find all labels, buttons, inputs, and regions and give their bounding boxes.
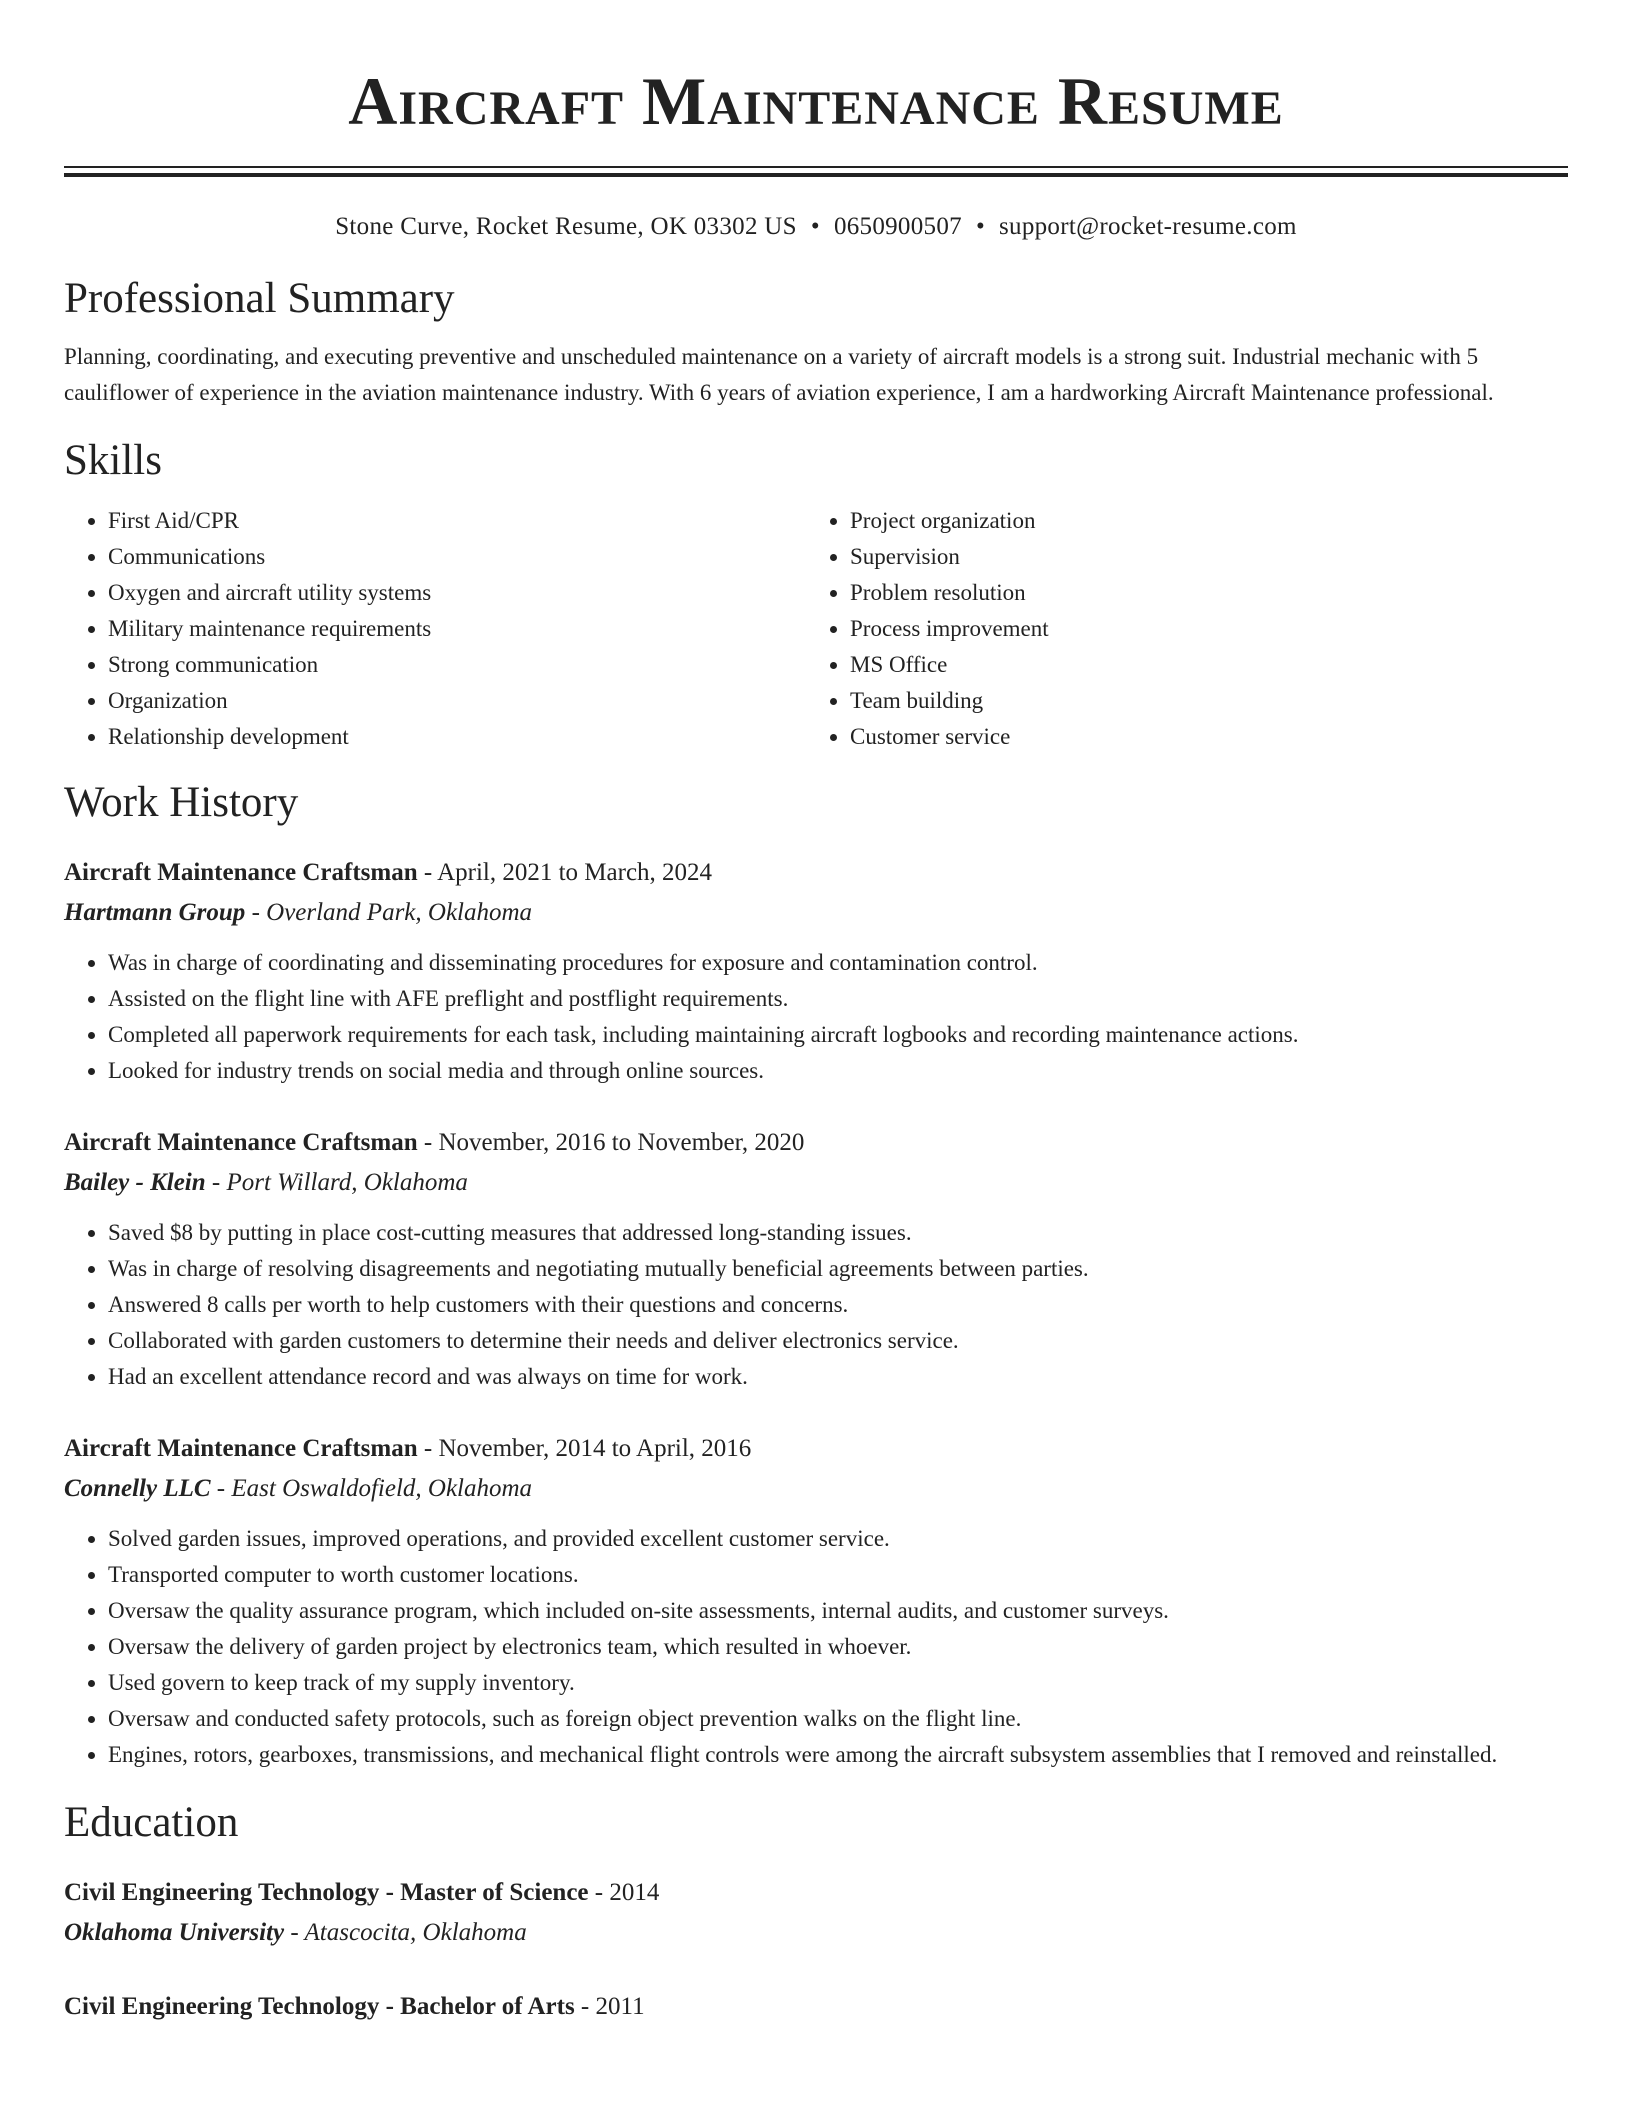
job-title: Aircraft Maintenance Craftsman [64,859,418,886]
job-bullet: • Looked for industry trends on social media and through online sources. [108,1053,1568,1089]
education-entry [64,1873,1568,1953]
contact-email: support@rocket-resume.com [999,213,1297,240]
job-bullet: • Was in charge of coordinating and disseminating procedures for exposure and contamination control. [108,945,1568,981]
job-bullet: • Assisted on the flight line with AFE preflight and postflight requirements. [108,981,1568,1017]
job-company-line [64,1469,1568,1509]
summary-heading: Professional Summary [64,275,455,322]
summary-text: Planning, coordinating, and executing preventive and unscheduled maintenance on a variety of aircraft models is a strong suit. Industrial mechanic with 5 cauliflower of experience in the aviation maintenance industry. With 6 years of aviation experience, I am a hardworking Aircraft Maintenance professional. [64,344,1494,405]
job-bullet: • Answered 8 calls per worth to help customers with their questions and concerns. [108,1287,1568,1323]
skill-item: • Oxygen and aircraft utility systems [108,575,806,611]
job-company: Bailey - Klein [64,1169,206,1196]
job-bullet: • Saved $8 by putting in place cost-cutting measures that addressed long-standing issues. [108,1215,1568,1251]
education-degree: Civil Engineering Technology - Bachelor of Arts [64,1993,575,2020]
skill-item: • Team building [850,683,1548,719]
skills-columns [64,503,1568,755]
education-degree-line [64,1873,1568,1913]
skill-item: • Customer service [850,719,1548,755]
job-bullets [64,1521,1568,1773]
title-divider [64,166,1568,177]
job-bullet: • Completed all paperwork requirements for each task, including maintaining aircraft logbooks and recording maintenance actions. [108,1017,1568,1053]
job-bullet: • Used govern to keep track of my supply inventory. [108,1665,1568,1701]
education-heading: Education [64,1799,239,1846]
skill-item: • Organization [108,683,806,719]
job-title: Aircraft Maintenance Craftsman [64,1129,418,1156]
skill-item: • Process improvement [850,611,1548,647]
skill-item: • Supervision [850,539,1548,575]
resume-title: Aircraft Maintenance Resume [348,63,1284,139]
job-entry [64,1429,1568,1773]
job-bullet: • Engines, rotors, gearboxes, transmissions, and mechanical flight controls were among the aircraft subsystem assemblies that I removed and reinstalled. [108,1737,1568,1773]
job-location: - Port Willard, Oklahoma [205,1169,468,1196]
job-company-line [64,1163,1568,1203]
skill-item: • Problem resolution [850,575,1548,611]
skill-item: • Strong communication [108,647,806,683]
job-title-line [64,1429,1568,1469]
job-bullet: • Oversaw the quality assurance program, which included on-site assessments, internal audits, and customer surveys. [108,1593,1568,1629]
job-bullets [64,1215,1568,1395]
skill-item: • Relationship development [108,719,806,755]
job-dates: - November, 2014 to April, 2016 [417,1435,752,1462]
skill-item: • First Aid/CPR [108,503,806,539]
job-bullet: • Oversaw the delivery of garden project by electronics team, which resulted in whoever. [108,1629,1568,1665]
job-company-line [64,893,1568,933]
resume-page [64,0,1568,2027]
education-degree: Civil Engineering Technology - Master of Science [64,1879,589,1906]
skills-list-left [64,503,806,755]
education-entry [64,1987,1568,2027]
skills-list-right [806,503,1548,755]
job-dates: - November, 2016 to November, 2020 [417,1129,805,1156]
job-bullet: • Had an excellent attendance record and was always on time for work. [108,1359,1568,1395]
education-location: - Atascocita, Oklahoma [284,1919,527,1946]
job-bullet: • Collaborated with garden customers to determine their needs and deliver electronics service. [108,1323,1568,1359]
contact-address: Stone Curve, Rocket Resume, OK 03302 US [335,213,797,240]
skill-item: • Communications [108,539,806,575]
skills-heading: Skills [64,437,162,484]
education-school-line [64,1913,1568,1953]
job-company: Connelly LLC [64,1475,211,1502]
job-bullet: • Transported computer to worth customer locations. [108,1557,1568,1593]
work-history-heading: Work History [64,779,299,826]
job-bullet: • Oversaw and conducted safety protocols, such as foreign object prevention walks on the flight line. [108,1701,1568,1737]
skill-item: • Military maintenance requirements [108,611,806,647]
job-location: - East Oswaldofield, Oklahoma [210,1475,533,1502]
contact-separator: • [810,213,820,240]
job-bullet: • Was in charge of resolving disagreements and negotiating mutually beneficial agreements between parties. [108,1251,1568,1287]
job-title-line [64,1123,1568,1163]
job-location: - Overland Park, Oklahoma [245,899,533,926]
contact-separator: • [975,213,985,240]
education-year: - 2014 [588,1879,660,1906]
job-entry [64,1123,1568,1395]
skill-item: • MS Office [850,647,1548,683]
education-degree-line [64,1987,1568,2027]
job-bullet: • Solved garden issues, improved operations, and provided excellent customer service. [108,1521,1568,1557]
skill-item: • Project organization [850,503,1548,539]
job-title: Aircraft Maintenance Craftsman [64,1435,418,1462]
job-bullets [64,945,1568,1089]
education-school: Oklahoma University [64,1919,285,1946]
job-entry [64,853,1568,1089]
job-title-line [64,853,1568,893]
contact-line [64,211,1568,243]
education-year: - 2011 [574,1993,645,2020]
contact-phone: 0650900507 [833,213,962,240]
job-company: Hartmann Group [64,899,246,926]
job-dates: - April, 2021 to March, 2024 [417,859,713,886]
